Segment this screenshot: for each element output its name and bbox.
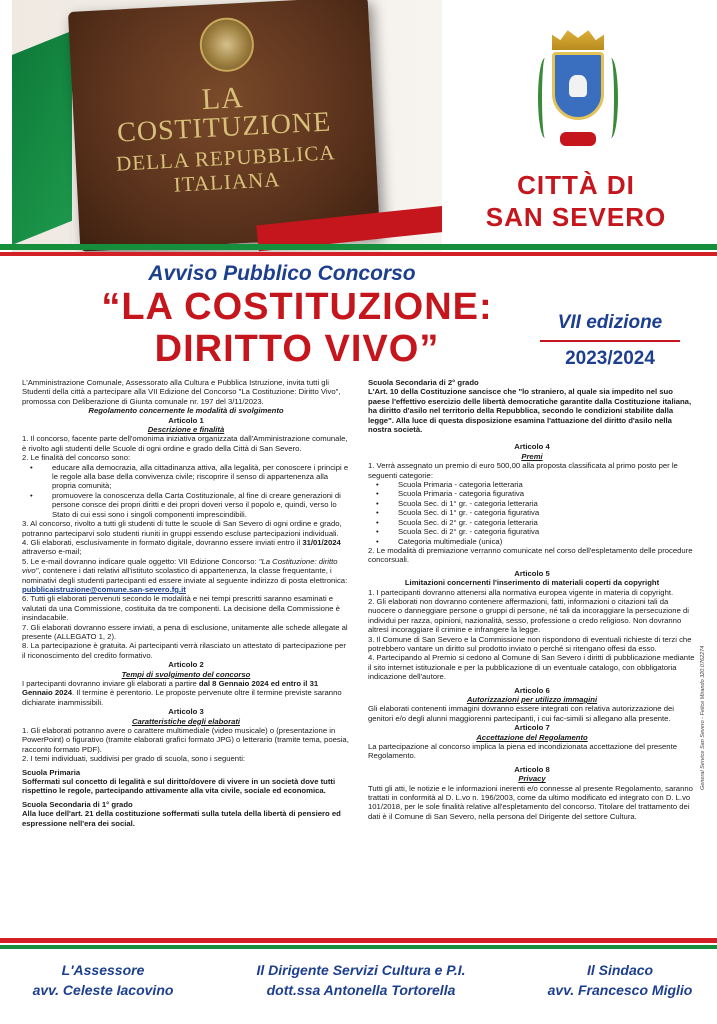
category-item: • Scuola Sec. di 1° gr. - categoria letteraria — [368, 499, 696, 508]
deadline-date: 31/01/2024 — [302, 537, 341, 547]
article-4-heading: Articolo 4 — [514, 442, 550, 452]
signature-role: Il Sindaco — [586, 962, 654, 978]
signature-name: avv. Celeste Iacovino — [32, 982, 174, 998]
category-item: • Scuola Primaria - categoria figurativa — [368, 489, 696, 498]
article-2-heading: Articolo 2 — [168, 660, 204, 670]
article-7-subtitle: Accettazione del Regolamento — [476, 732, 588, 742]
article-1-heading: Articolo 1 — [168, 415, 204, 425]
book-title-line2: COSTITUZIONE — [116, 106, 332, 149]
signature-role: L'Assessore — [61, 962, 145, 978]
category-item: • Scuola Sec. di 2° gr. - categoria figurativa — [368, 527, 696, 536]
republic-emblem-icon — [198, 16, 255, 73]
scuola-primaria-text: Soffermati sul concetto di legalità e sul diritto/dovere di vivere in un società dove tutti rispettino le regole, partecipando attivamente alla vita civile, sociale ed economica. — [22, 777, 336, 796]
art6-text: Gli elaborati contenenti immagini dovranno essere integrati con relativa autorizzazione dei genitori e/o degli alunni maggiorenni partecipanti, i cui fac-simili si allegano alla presente. — [368, 704, 674, 723]
article-5-subtitle: Limitazioni concernenti l'inserimento di materiali coperti da copyright — [404, 578, 660, 588]
art1-para-7: 7. Gli elaborati dovranno essere inviati, a pena di esclusione, unitamente alle schede allegate al presente (ALLEGATO 1, 2). — [22, 622, 348, 641]
scuola-secondaria-1-heading: Scuola Secondaria di 1° grado — [22, 799, 133, 809]
city-crest-icon — [538, 28, 618, 160]
scuola-secondaria-2-heading: Scuola Secondaria di 2° grado — [368, 378, 479, 387]
art1-bullet-2: • promuovere la conoscenza della Carta Costituzionale, al fine di creare generazioni di persone consce dei propri diritti e dei propri doveri verso il popolo e, quindi, verso lo Stato di cui essi sono i singoli componenti imprescindibili. — [22, 491, 350, 519]
printer-credit: General Service San Severo - Felice Mirando 320.0762274 — [700, 645, 706, 790]
scuola-secondaria-2-text: L'Art. 10 della Costituzione sancisce che "lo straniero, al quale sia impedito nel suo paese l'effettivo esercizio delle libertà democratiche garantite dalla Costituzione italiana, ha diritto d'asilo nel territorio della Repubblica, secondo le condizioni stabilite dalla legge". Alla luce di questa disposizione esamina l'attuazione del diritto d'asilo nella nostra società. — [368, 387, 692, 435]
art5-para-1: 1. I partecipanti dovranno attenersi alla normativa europea vigente in materia di copyright. — [368, 587, 674, 597]
art1-bullet-1: • educare alla democrazia, alla cittadinanza attiva, alla legalità, per conoscere i principi e le regole alla base della convivenza civile; riscoprire il senso di appartenenza alla propria comunità; — [22, 463, 350, 491]
art3-para-2: 2. I temi individuati, suddivisi per grado di scuola, sono i seguenti: — [22, 754, 246, 764]
signature-dirigente — [236, 960, 486, 1000]
signature-name: dott.ssa Antonella Tortorella — [266, 982, 456, 998]
contact-email-link[interactable]: pubblicaistruzione@comune.san-severo.fg.it — [22, 584, 186, 594]
signature-role: Il Dirigente Servizi Cultura e P.I. — [256, 962, 466, 978]
art5-para-4: 4. Partecipando al Premio si cedono al Comune di San Severo i diritti di pubblicazione mediante il sito internet istituzionale e per la pubblicazione di un eventuale catalogo, con obbligatoria indicazione dell'autore. — [368, 653, 695, 682]
avviso-label: Avviso Pubblico Concorso — [148, 262, 416, 285]
art5-para-3: 3. Il Comune di San Severo e la Commissione non rispondono di eventuali richieste di terzi che potrebbero vantare un diritto sul prodotto inviato o perché si ritengano offesi da esso. — [368, 634, 692, 653]
article-2-subtitle: Tempi di svolgimento del concorso — [121, 669, 251, 679]
signature-name: avv. Francesco Miglio — [547, 982, 693, 998]
article-7-heading: Articolo 7 — [514, 723, 550, 733]
art4-para-2: 2. Le modalità di premiazione verranno comunicate nel corso dell'espletamento delle procedure concorsuali. — [368, 545, 693, 565]
main-title-line2: DIRITTO VIVO” — [154, 328, 440, 370]
art1-para-3: 3. Al concorso, rivolto a tutti gli studenti di tutte le scuole di San Severo di ogni ordine e grado, potranno parteciparvi solo studenti riuniti in gruppi essendo escluse partecipazioni individuali. — [22, 519, 342, 538]
article-6-heading: Articolo 6 — [514, 685, 550, 695]
left-column — [22, 378, 350, 828]
article-8-heading: Articolo 8 — [514, 764, 550, 774]
school-year: 2023/2024 — [565, 348, 655, 369]
constitution-book-photo — [12, 0, 442, 252]
art1-para-6: 6. Tutti gli elaborati pervenuti secondo le modalità e nei tempi prescritti saranno esaminati e valutati da una Commissione, costituita da tre componenti. La decisione della Commissione è insindacabile. — [22, 594, 340, 623]
scuola-primaria-heading: Scuola Primaria — [22, 767, 81, 777]
signature-sindaco — [540, 960, 700, 1000]
art1-para-4: 4. Gli elaborati, esclusivamente in formato digitale, dovranno essere inviati entro il 31/01/2024 attraverso e-mail; — [22, 537, 341, 557]
category-item: • Categoria multimediale (unica) — [368, 537, 696, 546]
intro-text: L'Amministrazione Comunale, Assessorato alla Cultura e Pubblica Istruzione, invita tutti gli Studenti della città a partecipare alla VII Edizione del Concorso "La Costituzione: Diritto Vivo", promossa con Deliberazione di Giunta comunale nr. 197 del 3/11/2023. — [22, 378, 341, 406]
category-item: • Scuola Sec. di 1° gr. - categoria figurativa — [368, 508, 696, 517]
category-item: • Scuola Primaria - categoria letteraria — [368, 480, 696, 489]
article-6-subtitle: Autorizzazioni per utilizzo immagini — [466, 695, 598, 704]
article-8-subtitle: Privacy — [518, 774, 546, 784]
main-title-line1: “LA COSTITUZIONE: — [101, 286, 493, 328]
art1-para-5: 5. Le e-mail dovranno indicare quale oggetto: VII Edizione Concorso: "La Costituzione: diritto vivo", contenere i dati relativi all'istituto scolastico di appartenenza, la classe frequentante, i nominativi degli studenti partecipanti ed essere inviate al seguente indirizzo di posta elettronica: — [22, 556, 348, 585]
edition-divider — [540, 340, 680, 342]
signature-assessore — [28, 960, 178, 1000]
article-3-heading: Articolo 3 — [168, 707, 204, 717]
art1-para-1: 1. Il concorso, facente parte dell'omonima iniziativa organizzata dall'Amministrazione comunale, è rivolto agli studenti delle Scuole di ogni ordine e grado della Città di San Severo. — [22, 434, 348, 453]
article-4-subtitle: Premi — [521, 451, 543, 461]
regolamento-heading: Regolamento concernente le modalità di svolgimento — [88, 406, 284, 416]
edition-label: VII edizione — [557, 312, 663, 333]
header-tricolor-band — [0, 244, 717, 258]
article-1-subtitle: Descrizione e finalità — [147, 425, 225, 435]
footer-tricolor-band — [0, 938, 717, 952]
book-cover — [68, 0, 380, 252]
scuola-secondaria-1-text: Alla luce dell'art. 21 della costituzione soffermati sulla tutela della libertà di pensiero ed espressione nell'era dei social. — [22, 809, 341, 828]
right-column — [368, 378, 696, 821]
art5-para-2: 2. Gli elaborati non dovranno contenere affermazioni, fatti, informazioni o citazioni tali da nuocere o danneggiare persone o gruppi di persone, né tali da incoraggiare la persecuzione di individui per razza, opinioni, nazionalità, sesso, professione o credo religioso. Non dovranno altresì incoraggiare il crimine e infrangere la legge. — [368, 596, 689, 635]
book-title-line3: DELLA REPUBBLICA — [115, 140, 337, 176]
city-name-line2: SAN SEVERO — [485, 202, 667, 232]
article-5-heading: Articolo 5 — [514, 568, 550, 578]
art1-para-8: 8. La partecipazione è gratuita. Ai partecipanti verrà rilasciato un attestato di partecipazione per il riconoscimento del credito formativo. — [22, 641, 346, 660]
art8-text: Tutti gli atti, le notizie e le informazioni inerenti e/o connesse al presente Regolamento, saranno trattati in conformità al D. L.vo n. 196/2003, come da ultimo modificato ed integrato con D. L.vo 101/2018, per le sole finalità relative all'espletamento del concorso. Titolare del trattamento dei dati è il Comune di San Severo, nella persona del Dirigente del settore Cultura. — [368, 783, 693, 821]
category-item: • Scuola Sec. di 2° gr. - categoria letteraria — [368, 518, 696, 527]
art4-para-1: 1. Verrà assegnato un premio di euro 500,00 alla proposta classificata al primo posto per le seguenti categorie: — [368, 461, 678, 480]
art1-para-2: 2. Le finalità del concorso sono: — [22, 453, 131, 463]
book-title-line1: LA — [200, 80, 245, 117]
book-title-line4: ITALIANA — [173, 167, 281, 197]
art2-text: I partecipanti dovranno inviare gli elaborati a partire dal 8 Gennaio 2024 ed entro il 31 Gennaio 2024. Il termine è perentorio. Le proposte pervenute oltre il termine previste saranno dichiarate inammissibili. — [22, 679, 342, 707]
city-name-line1: CITTÀ DI — [517, 170, 635, 200]
article-3-subtitle: Caratteristiche degli elaborati — [131, 716, 241, 726]
art3-para-1: 1. Gli elaborati potranno avere o carattere multimediale (video musicale) o (presentazione in PowerPoint) o figurativo (tramite elaborati grafici formato JPG) o letterario (tramite tema, poesia, racconto formato PDF). — [22, 726, 349, 754]
art7-text: La partecipazione al concorso implica la piena ed incondizionata accettazione del presente Regolamento. — [368, 742, 677, 761]
